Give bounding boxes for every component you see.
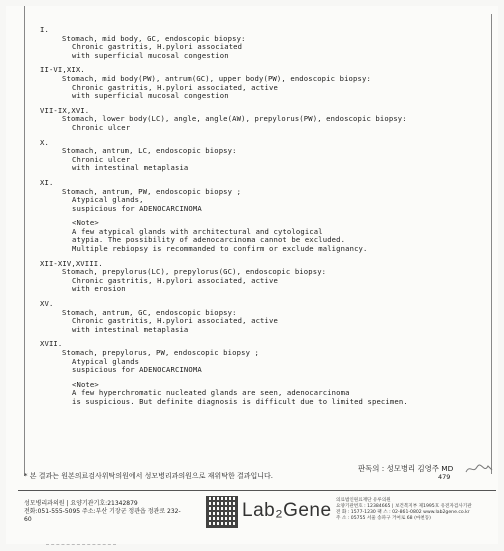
report-line: <Note>: [72, 218, 99, 228]
report-line: Multiple rebiopsy is recommanded to confirm or exclude malignancy.: [72, 244, 368, 254]
left-border-rule: [24, 6, 25, 476]
report-line: Chronic gastritis, H.pylori associated, active: [72, 275, 278, 285]
report-line: Stomach, mid body, GC, endoscopic biopsy:: [62, 33, 246, 43]
qr-code-icon: [206, 496, 238, 528]
lab-address-line: 주 소 : 05755 서울 송파구 거여로 68 (마천동): [336, 516, 431, 521]
report-section: [40, 300, 480, 334]
report-line: Stomach, antrum, LC, endoscopic biopsy:: [62, 146, 237, 156]
report-line: Stomach, mid body(PW), antrum(GC), upper body(PW), endoscopic biopsy:: [62, 73, 371, 83]
footnote-row: [24, 464, 494, 481]
report-line: Chronic gastritis, H.pylori associated: [72, 42, 243, 52]
section-number: II-VI,XIX.: [40, 65, 85, 75]
report-line: Atypical glands: [72, 356, 140, 366]
lab-info: [336, 498, 504, 522]
report-line: suspicious for ADENOCARCINOMA: [72, 365, 202, 375]
report-line: A few atypical glands with architectural and cytological: [72, 226, 323, 236]
report-line: Atypical glands,: [72, 195, 144, 205]
report-line: suspicious for ADENOCARCINOMA: [72, 203, 202, 213]
lab-registration-line: 요양기관번호 : 12384665 | 보건복지부 제1995호 유전자검사기관: [336, 504, 472, 509]
footer-divider: [18, 490, 496, 491]
report-line: Stomach, prepylorus, PW, endoscopic biopsy ;: [62, 348, 259, 357]
report-line: with erosion: [72, 284, 126, 294]
report-section: [40, 340, 480, 406]
section-number: X.: [40, 137, 49, 147]
report-line: with intestinal metaplasia: [72, 163, 189, 173]
report-section: [40, 260, 480, 294]
lab-contact-line: 전 화 : 1577-1230 팩 스 : 02-861-0802 www.lab2gene.co.kr: [336, 510, 470, 515]
report-line: Chronic gastritis, H.pylori associated, active: [72, 82, 278, 92]
report-line: Stomach, prepylorus(LC), prepylorus(GC), endoscopic biopsy:: [62, 267, 327, 277]
section-number: XVII.: [40, 339, 63, 349]
section-number: XII-XIV,XVIII.: [40, 258, 103, 268]
section-number: XI.: [40, 177, 54, 187]
report-line: with superficial mucosal congestion: [72, 50, 229, 60]
report-line: with intestinal metaplasia: [72, 324, 189, 334]
pathology-report-body: [40, 26, 480, 413]
footnote-text: * 본 결과는 원본의료검사위탁의원에서 성모병리과의원으로 재위탁한 결과입니다.: [24, 472, 273, 480]
report-section: [40, 139, 480, 173]
signature-image: [464, 462, 494, 476]
report-line: <Note>: [72, 379, 99, 389]
clinic-info: [24, 500, 194, 524]
report-line: with superficial mucosal congestion: [72, 91, 229, 101]
report-page: [6, 6, 498, 544]
report-line: Stomach, lower body(LC), angle, angle(AW), prepylorus(PW), endoscopic biopsy:: [62, 114, 407, 124]
lab2gene-logo: Lab₂Gene: [242, 500, 332, 521]
right-border-rule: [491, 14, 492, 474]
report-line: is suspicious. But definite diagnosis is difficult due to limited specimen.: [72, 396, 408, 406]
clinic-name-line: 성모병리과의원 | 요양기관기호:21342879: [24, 500, 138, 507]
report-line: Stomach, antrum, PW, endoscopic biopsy ;: [62, 186, 242, 196]
section-number: VII-IX,XVI.: [40, 105, 90, 115]
report-line: Chronic gastritis, H.pylori associated, active: [72, 316, 278, 326]
report-section: [40, 26, 480, 60]
section-number: XV.: [40, 299, 54, 309]
report-section: [40, 179, 480, 254]
report-line: Chronic ulcer: [72, 122, 131, 132]
report-section: [40, 66, 480, 100]
report-line: Stomach, antrum, GC, endoscopic biopsy:: [62, 307, 237, 317]
reader-name: 판독의 : 성모병리 김영주 MD: [358, 464, 454, 473]
clinic-contact-line: 전화:051-555-5095 주소:부산 기장군 정관읍 정관로 232-: [24, 508, 181, 515]
report-line: A few hyperchromatic nucleated glands are seen, adenocarcinoma: [72, 388, 350, 398]
clinic-address-line: 60: [24, 516, 32, 523]
report-line: Chronic ulcer: [72, 154, 131, 164]
report-line: atypia. The possibility of adenocarcinoma cannot be excluded.: [72, 235, 346, 245]
reader-number: 479: [438, 473, 451, 481]
report-section: [40, 107, 480, 133]
lab-name-line: 의료법인원료재단 유루의원: [336, 498, 391, 503]
section-number: I.: [40, 25, 49, 34]
